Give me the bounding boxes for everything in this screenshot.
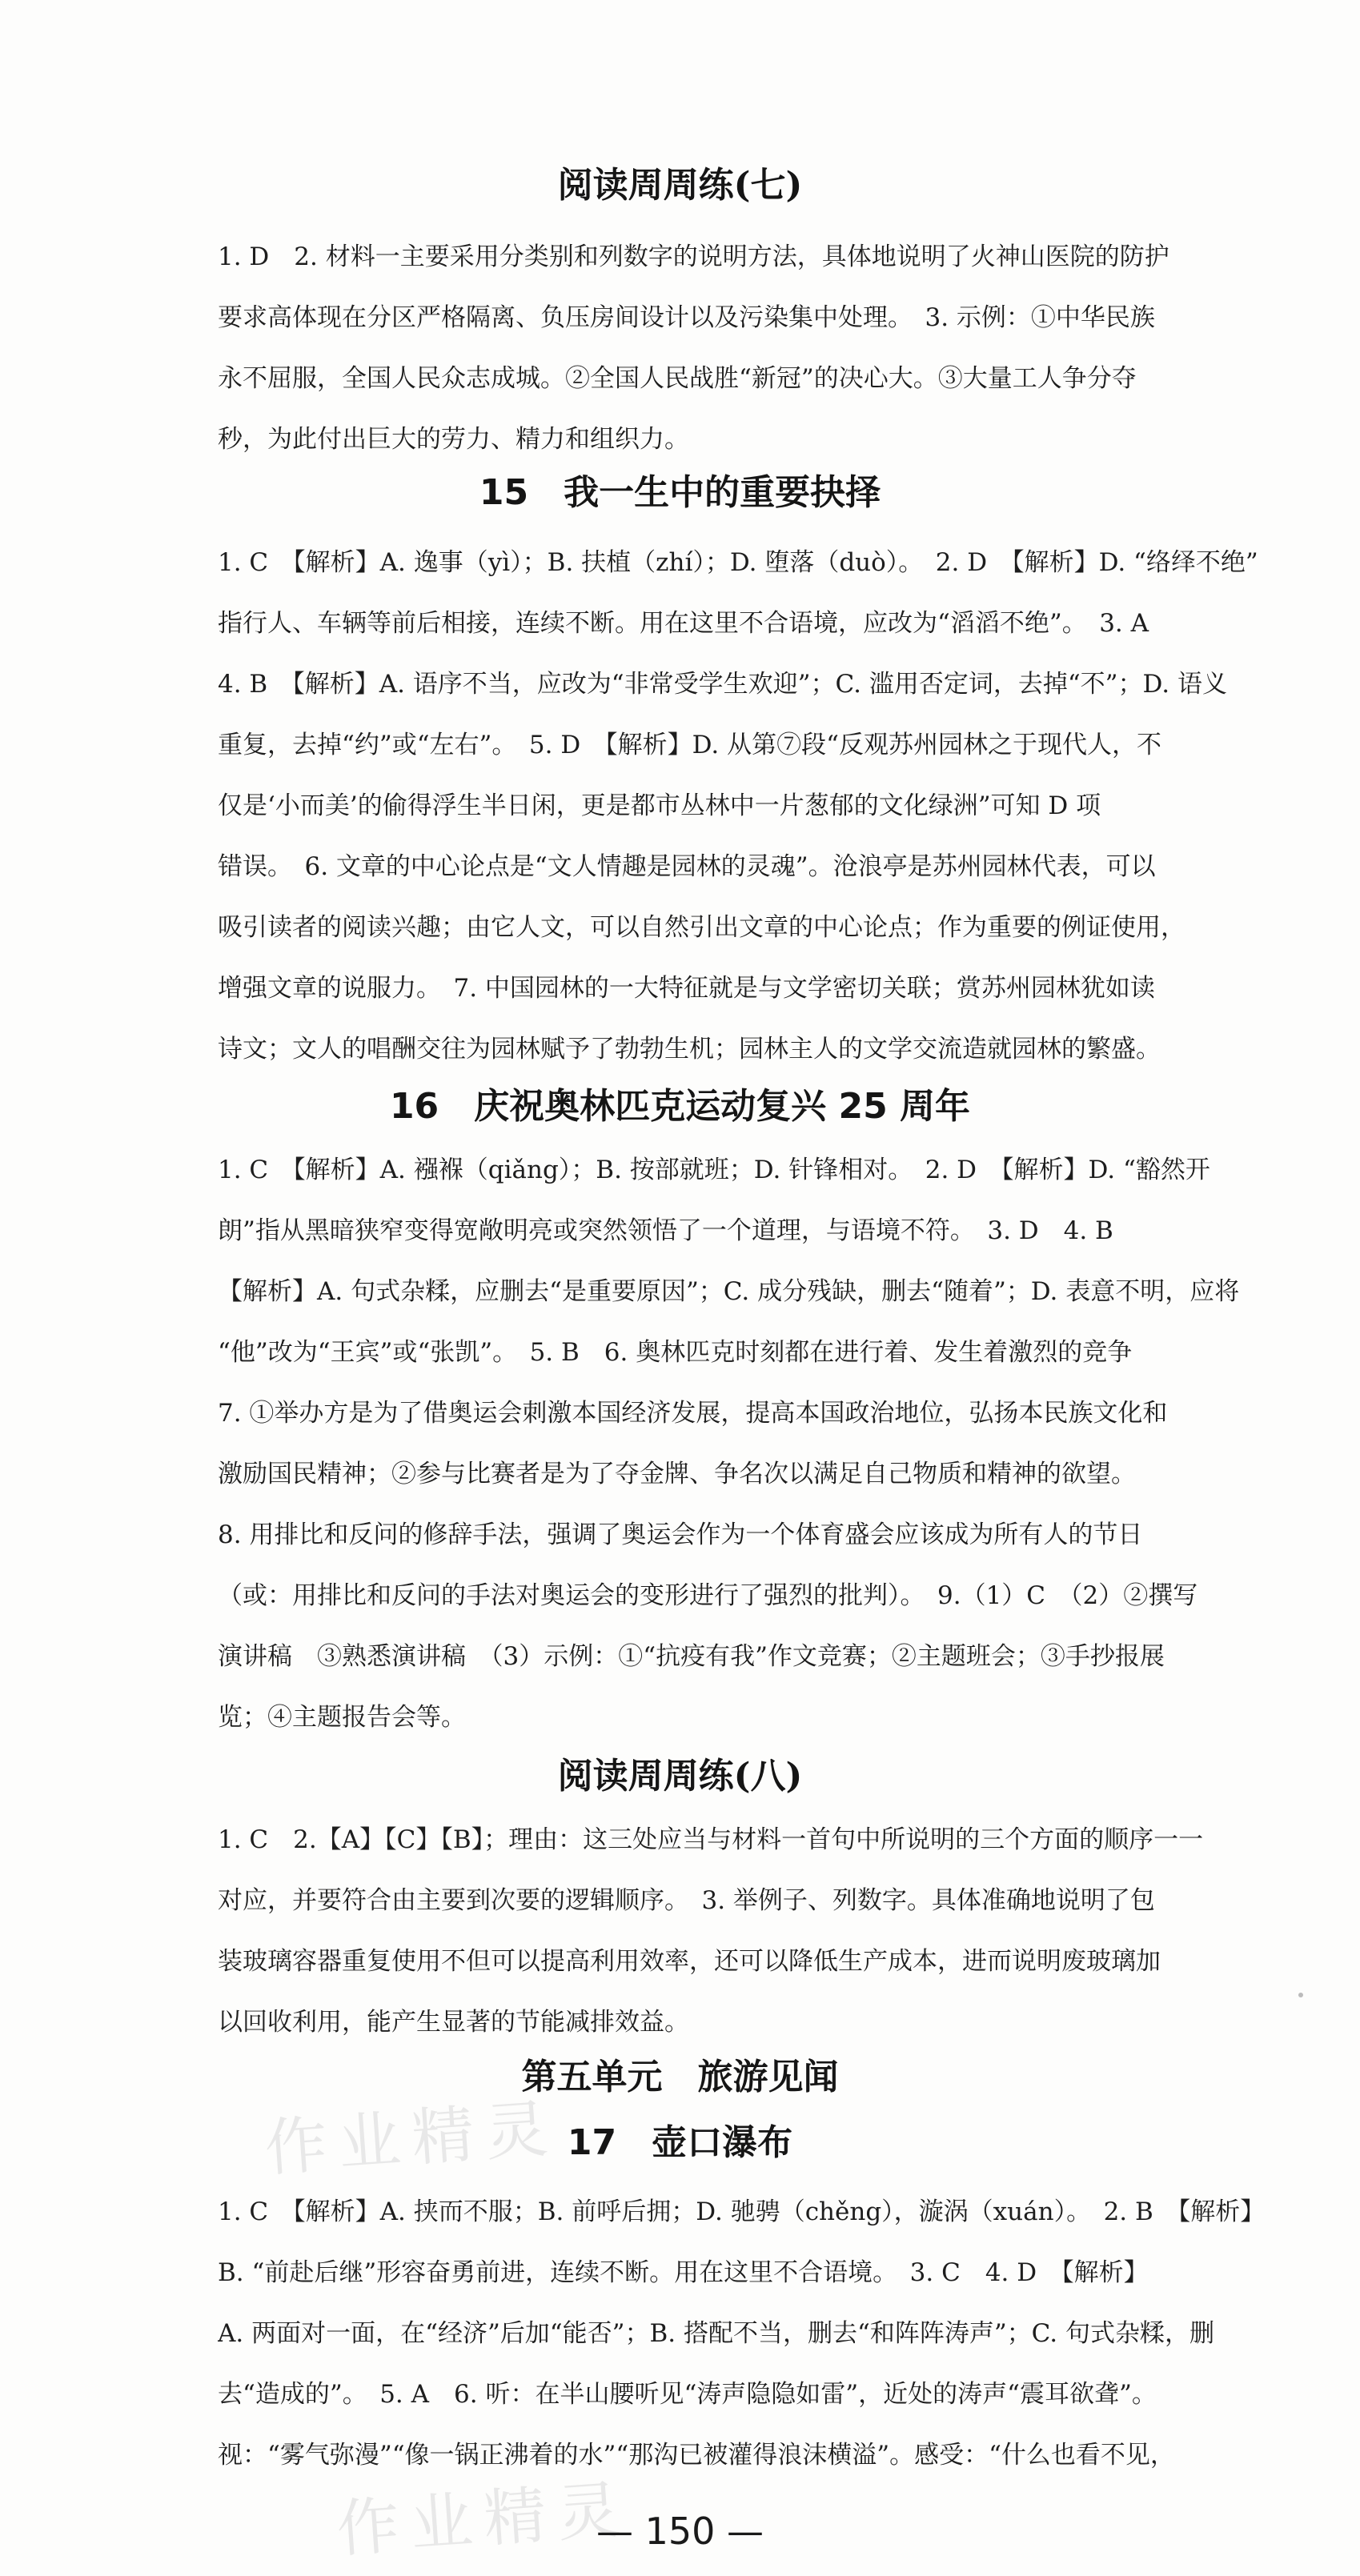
section-body-lesson-17	[218, 2181, 1306, 2486]
section-title-lesson-15: 15 我一生中的重要抉择	[479, 472, 881, 513]
text-line: 仅是‘小而美’的偷得浮生半日闲，更是都市丛林中一片葱郁的文化绿洲”可知 D 项	[218, 791, 1101, 820]
text-line: 1. D 2. 材料一主要采用分类别和列数字的说明方法，具体地说明了火神山医院的防护	[218, 242, 1169, 271]
text-line: “他”改为“王宾”或“张凯”。 5. B 6. 奥林匹克时刻都在进行着、发生着激烈的竞争	[218, 1338, 1133, 1367]
text-line: 8. 用排比和反问的修辞手法，强调了奥运会作为一个体育盛会应该成为所有人的节日	[218, 1520, 1143, 1549]
text-line: 指行人、车辆等前后相接，连续不断。用在这里不合语境，应改为“滔滔不绝”。 3. A	[218, 609, 1149, 638]
text-line: 去“造成的”。 5. A 6. 听：在半山腰听见“涛声隐隐如雷”，近处的涛声“震耳欲聋”。	[218, 2380, 1157, 2409]
page-number: — 150 —	[596, 2510, 764, 2553]
text-line: 永不屈服，全国人民众志成城。②全国人民战胜“新冠”的决心大。③大量工人争分夺	[218, 364, 1137, 393]
text-line: 吸引读者的阅读兴趣；由它人文，可以自然引出文章的中心论点；作为重要的例证使用，	[218, 913, 1185, 942]
text-line: 朗”指从黑暗狭窄变得宽敞明亮或突然领悟了一个道理，与语境不符。 3. D 4. B	[218, 1216, 1113, 1245]
text-line: 增强文章的说服力。 7. 中国园林的一大特征就是与文学密切关联；赏苏州园林犹如读	[218, 974, 1155, 1003]
text-line: 对应，并要符合由主要到次要的逻辑顺序。 3. 举例子、列数字。具体准确地说明了包	[218, 1886, 1155, 1915]
section-body-reading-practice-8	[218, 1809, 1306, 2053]
text-line: 错误。 6. 文章的中心论点是“文人情趣是园林的灵魂”。沧浪亭是苏州园林代表，可以	[218, 852, 1156, 881]
section-title-lesson-16: 16 庆祝奥林匹克运动复兴 25 周年	[389, 1086, 971, 1127]
section-title-lesson-17: 17 壶口瀑布	[567, 2122, 793, 2163]
text-line: 视：“雾气弥漫”“像一锅正沸着的水”“那沟已被灌得浪沫横溢”。感受：“什么也看不见，	[218, 2441, 1175, 2470]
text-line: 激励国民精神；②参与比赛者是为了夺金牌、争名次以满足自己物质和精神的欲望。	[218, 1460, 1136, 1488]
watermark: 作业精灵	[262, 2093, 562, 2185]
text-line: 诗文；文人的唱酬交往为园林赋予了勃勃生机；园林主人的文学交流造就园林的繁盛。	[218, 1035, 1161, 1064]
text-line: （或：用排比和反问的手法对奥运会的变形进行了强烈的批判）。 9.（1）C （2）②撰写	[218, 1581, 1198, 1610]
section-title-reading-practice-8: 阅读周周练(八)	[557, 1756, 803, 1797]
section-title-reading-practice-7: 阅读周周练(七)	[557, 165, 803, 206]
text-line: 1. C 【解析】A. 襁褓（qiǎng）；B. 按部就班；D. 针锋相对。 2. D 【解析】D. “豁然开	[218, 1156, 1210, 1184]
text-line: 要求高体现在分区严格隔离、负压房间设计以及污染集中处理。 3. 示例：①中华民族	[218, 303, 1155, 332]
text-line: 秒，为此付出巨大的劳力、精力和组织力。	[218, 425, 689, 454]
text-line: 【解析】A. 句式杂糅，应删去“是重要原因”；C. 成分残缺，删去“随着”；D. 表意不明，应将	[218, 1277, 1240, 1306]
text-line: 7. ①举办方是为了借奥运会刺激本国经济发展，提高本国政治地位，弘扬本民族文化和	[218, 1399, 1168, 1428]
text-line: 1. C 2.【A】【C】【B】；理由：这三处应当与材料一首句中所说明的三个方面的顺序一一	[218, 1825, 1204, 1854]
text-line: 览；④主题报告会等。	[218, 1703, 466, 1732]
text-line: B. “前赴后继”形容奋勇前进，连续不断。用在这里不合语境。 3. C 4. D 【解析】	[218, 2258, 1149, 2287]
text-line: 1. C 【解析】A. 挟而不服；B. 前呼后拥；D. 驰骋（chěng），漩涡（xuán）。 2. B 【解析】	[218, 2197, 1266, 2226]
text-line: A. 两面对一面，在“经济”后加“能否”；B. 搭配不当，删去“和阵阵涛声”；C. 句式杂糅，删	[218, 2319, 1214, 2348]
unit-title-unit-5: 第五单元 旅游见闻	[521, 2057, 839, 2097]
text-line: 装玻璃容器重复使用不但可以提高利用效率，还可以降低生产成本，进而说明废玻璃加	[218, 1947, 1161, 1976]
section-body-reading-practice-7	[218, 226, 1306, 470]
text-line: 演讲稿 ③熟悉演讲稿 （3）示例：①“抗疫有我”作文竞赛；②主题班会；③手抄报展	[218, 1642, 1165, 1671]
text-line: 以回收利用，能产生显著的节能减排效益。	[218, 2008, 689, 2037]
scan-speck	[1298, 1993, 1303, 1997]
text-line: 重复，去掉“约”或“左右”。 5. D 【解析】D. 从第⑦段“反观苏州园林之于现代人，不	[218, 731, 1161, 759]
section-body-lesson-16	[218, 1140, 1306, 1748]
text-line: 1. C 【解析】A. 逸事（yì）；B. 扶植（zhí）；D. 堕落（duò）。 2. D 【解析】D. “络绎不绝”	[218, 548, 1258, 577]
watermark: 作业精灵	[334, 2474, 634, 2566]
section-body-lesson-15	[218, 532, 1306, 1080]
text-line: 4. B 【解析】A. 语序不当，应改为“非常受学生欢迎”；C. 滥用否定词，去掉“不”；D. 语义	[218, 670, 1227, 699]
